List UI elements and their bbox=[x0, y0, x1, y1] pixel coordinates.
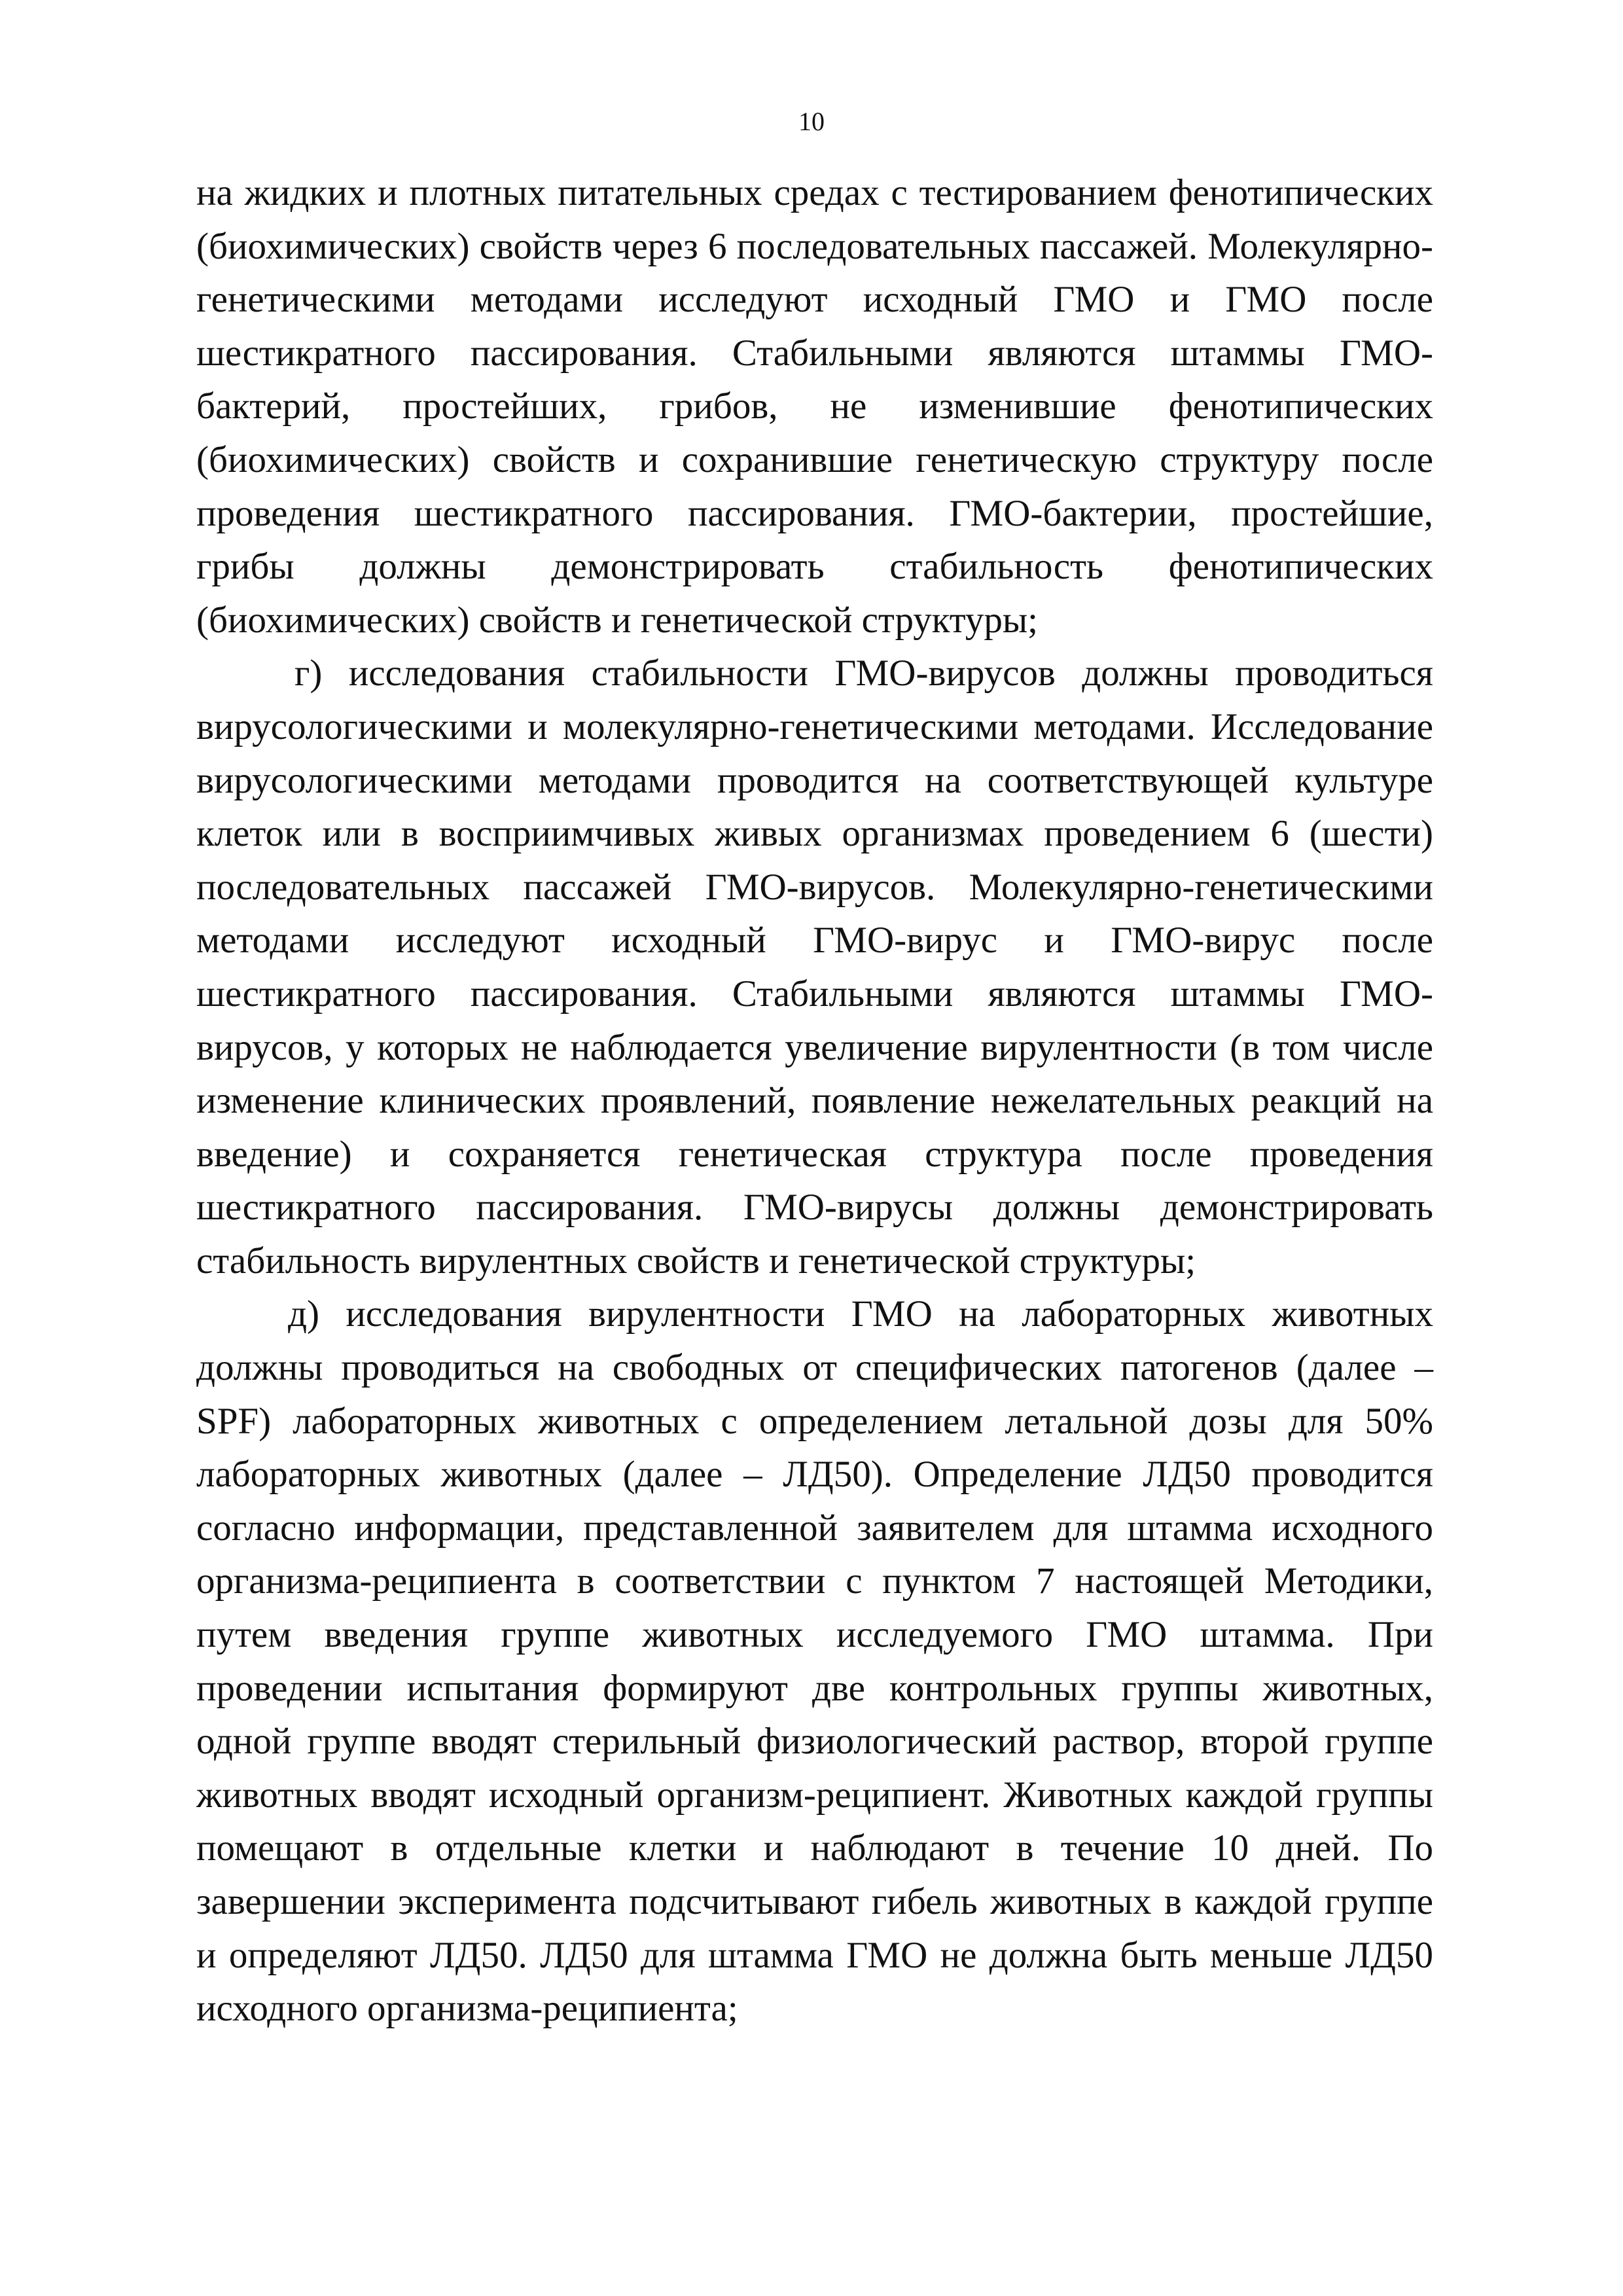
paragraph-continuation: на жидких и плотных питательных средах с тестированием фенотипических (биохимических) свойств через 6 последовательных пассажей. Молекулярно-генетическими методами исследуют исходный ГМО и ГМО после шестикратного пассирования. Стабильными являются штаммы ГМО-бактерий, простейших, грибов, не изменившие фенотипических (биохимических) свойств и сохранившие генетическую структуру после проведения шестикратного пассирования. ГМО-бактерии, простейшие, грибы должны демонстрировать стабильность фенотипических (биохимических) свойств и генетической структуры; bbox=[196, 172, 1433, 641]
paragraph-item-g: г) исследования стабильности ГМО-вирусов должны проводиться вирусологическими и молекулярно-генетическими методами. Исследование вирусологическими методами проводится на соответствующей культуре клеток или в восприимчивых живых организмах проведением 6 (шести) последовательных пассажей ГМО-вирусов. Молекулярно-генетическими методами исследуют исходный ГМО-вирус и ГМО-вирус после шестикратного пассирования. Стабильными являются штаммы ГМО-вирусов, у которых не наблюдается увеличение вирулентности (в том числе изменение клинических проявлений, появление нежелательных реакций на введение) и сохраняется генетическая структура после проведения шестикратного пассирования. ГМО-вирусы должны демонстрировать стабильность вирулентных свойств и генетической структуры; bbox=[196, 653, 1433, 1282]
document-body bbox=[196, 166, 1433, 2036]
page-number: 10 bbox=[798, 107, 825, 136]
paragraph-item-d: д) исследования вирулентности ГМО на лабораторных животных должны проводиться на свободных от специфических патогенов (далее – SPF) лабораторных животных с определением летальной дозы для 50% лабораторных животных (далее – ЛД50). Определение ЛД50 проводится согласно информации, представленной заявителем для штамма исходного организма-реципиента в соответствии с пунктом 7 настоящей Методики, путем введения группе животных исследуемого ГМО штамма. При проведении испытания формируют две контрольных группы животных, одной группе вводят стерильный физиологический раствор, второй группе животных вводят исходный организм-реципиент. Животных каждой группы помещают в отдельные клетки и наблюдают в течение 10 дней. По завершении эксперимента подсчитывают гибель животных в каждой группе и определяют ЛД50. ЛД50 для штамма ГМО не должна быть меньше ЛД50 исходного организма-реципиента; bbox=[196, 1293, 1433, 2030]
